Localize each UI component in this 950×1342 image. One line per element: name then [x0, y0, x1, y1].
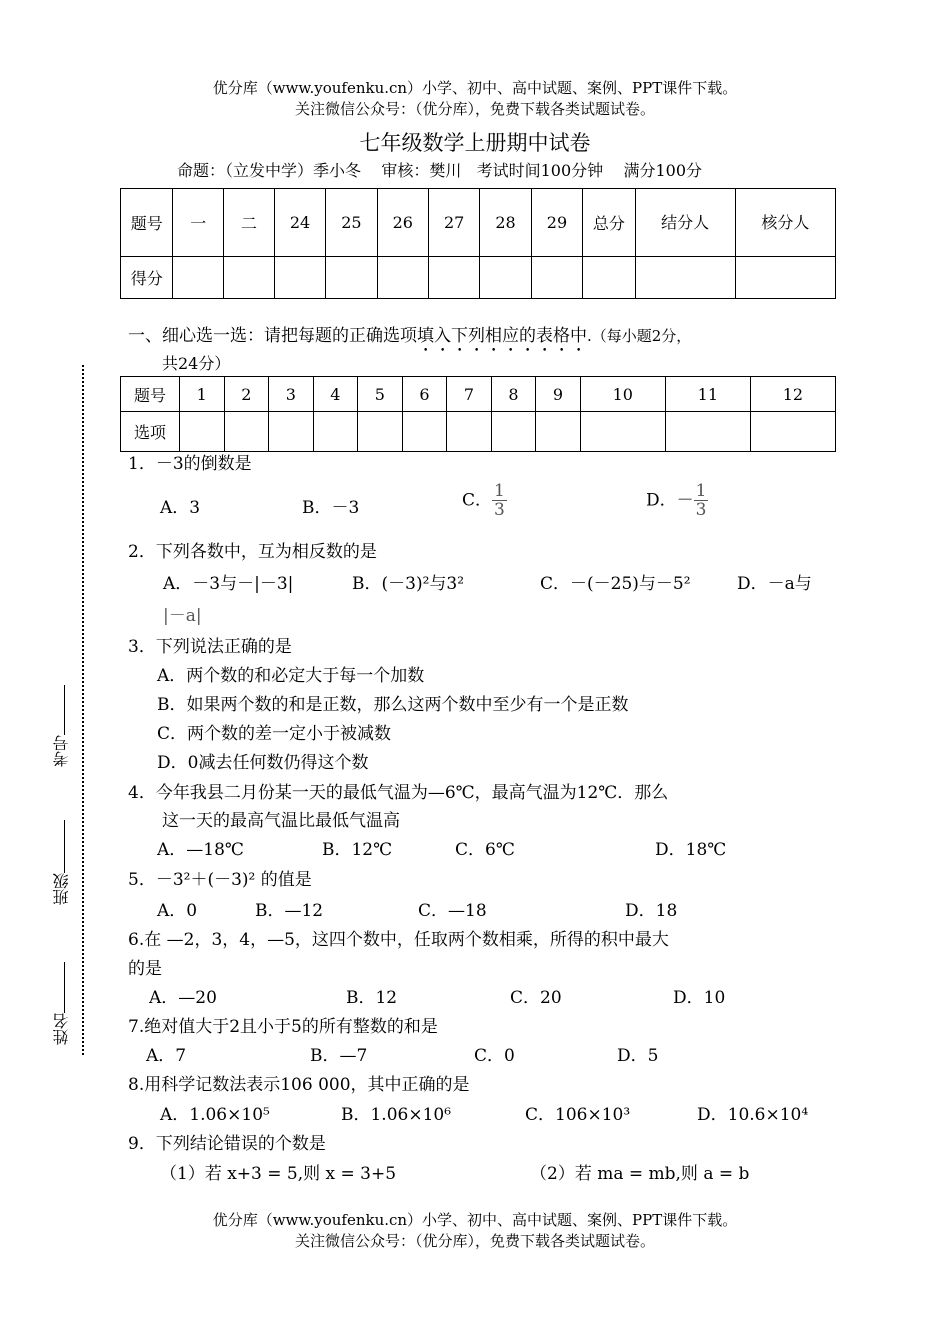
- section-1-points: 共24分）: [162, 354, 231, 373]
- answer-header-cell: 5: [358, 377, 403, 412]
- q8-option-c[interactable]: C．106×10³: [525, 1105, 631, 1125]
- q1-option-a[interactable]: A．3: [160, 498, 201, 518]
- q2-option-c[interactable]: C．－(－25)与－5²: [540, 574, 691, 594]
- answer-cell[interactable]: [536, 412, 581, 452]
- q7-option-c[interactable]: C．0: [474, 1046, 515, 1066]
- answer-header-cell: 2: [224, 377, 269, 412]
- score-table: [120, 188, 836, 299]
- answer-cell[interactable]: [750, 412, 835, 452]
- score-cell[interactable]: [274, 257, 325, 299]
- q2-option-d-cont: |－a|: [163, 606, 202, 626]
- q4-option-d[interactable]: D．18℃: [655, 840, 727, 860]
- q6-option-c[interactable]: C．20: [510, 988, 562, 1008]
- question-3-stem: 3．下列说法正确的是: [128, 637, 292, 657]
- q4-option-b[interactable]: B．12℃: [322, 840, 393, 860]
- class-label: 班级: [52, 873, 71, 905]
- answer-cell[interactable]: [491, 412, 536, 452]
- answer-header-cell: 4: [313, 377, 358, 412]
- answer-header-cell: 题号: [121, 377, 180, 412]
- score-header-cell: 一: [173, 189, 224, 257]
- q4-option-c[interactable]: C．6℃: [455, 840, 515, 860]
- score-cell[interactable]: [326, 257, 377, 299]
- score-header-cell: 题号: [121, 189, 173, 257]
- score-cell[interactable]: [583, 257, 635, 299]
- question-4-stem: 4．今年我县二月份某一天的最低气温为—6℃，最高气温为12℃．那么: [128, 783, 669, 803]
- score-cell[interactable]: [531, 257, 582, 299]
- score-row-label: 得分: [121, 257, 173, 299]
- answer-header-cell: 10: [580, 377, 665, 412]
- q8-option-b[interactable]: B．1.06×10⁶: [341, 1105, 452, 1125]
- header-line-1: 优分库（www.youfenku.cn）小学、初中、高中试题、案例、PPT课件下载。: [212, 79, 738, 97]
- q2-option-d[interactable]: D．－a与: [737, 574, 812, 594]
- score-cell[interactable]: [735, 257, 835, 299]
- answer-cell[interactable]: [580, 412, 665, 452]
- student-info-sidebar: [40, 680, 80, 1080]
- answer-row-label: 选项: [121, 412, 180, 452]
- exam-number-label: 考号: [52, 735, 71, 767]
- section-1-heading: 一、细心选一选：请把每题的正确选项填入下列相应的表格中.（每小题2分，: [128, 326, 692, 346]
- score-header-cell: 29: [531, 189, 582, 257]
- q5-option-c[interactable]: C．—18: [418, 901, 487, 921]
- q3-option-b[interactable]: B．如果两个数的和是正数，那么这两个数中至少有一个是正数: [157, 695, 629, 715]
- score-cell[interactable]: [377, 257, 428, 299]
- emphasis-text: 填入下列相应的表格中: [417, 326, 587, 346]
- answer-table: [120, 376, 836, 452]
- q6-option-b[interactable]: B．12: [346, 988, 398, 1008]
- question-6-stem-cont: 的是: [128, 959, 162, 979]
- q5-option-a[interactable]: A．0: [157, 901, 198, 921]
- answer-header-cell: 7: [447, 377, 492, 412]
- q7-option-a[interactable]: A．7: [146, 1046, 187, 1066]
- q3-option-a[interactable]: A．两个数的和必定大于每一个加数: [157, 666, 425, 686]
- answer-header-cell: 3: [269, 377, 314, 412]
- q3-option-d[interactable]: D．0减去任何数仍得这个数: [157, 753, 369, 773]
- name-field[interactable]: [64, 962, 65, 1013]
- q9-statement-2: （2）若 ma = mb,则 a = b: [530, 1164, 750, 1184]
- class-field[interactable]: [64, 820, 65, 873]
- score-cell[interactable]: [224, 257, 275, 299]
- q7-option-d[interactable]: D．5: [617, 1046, 659, 1066]
- q4-option-a[interactable]: A．—18℃: [157, 840, 244, 860]
- question-4-stem-cont: 这一天的最高气温比最低气温高: [162, 811, 400, 831]
- binding-line: [82, 365, 84, 1055]
- page-title: 七年级数学上册期中试卷: [359, 131, 591, 155]
- answer-header-cell: 8: [491, 377, 536, 412]
- q6-option-d[interactable]: D．10: [673, 988, 726, 1008]
- question-8-stem: 8.用科学记数法表示106 000，其中正确的是: [128, 1075, 470, 1095]
- q8-option-a[interactable]: A．1.06×10⁵: [160, 1105, 270, 1125]
- answer-header-cell: 12: [750, 377, 835, 412]
- score-cell[interactable]: [480, 257, 531, 299]
- question-2-stem: 2．下列各数中，互为相反数的是: [128, 542, 377, 562]
- answer-cell[interactable]: [402, 412, 447, 452]
- score-header-cell: 25: [326, 189, 377, 257]
- question-1-stem: 1．－3的倒数是: [128, 454, 252, 474]
- question-5-stem: 5．－3²＋(－3)² 的值是: [128, 870, 312, 890]
- q3-option-c[interactable]: C．两个数的差一定小于被减数: [157, 724, 392, 744]
- answer-header-cell: 9: [536, 377, 581, 412]
- fraction: $\frac{1}{3}$: [695, 481, 707, 520]
- score-header-cell: 总分: [583, 189, 635, 257]
- score-header-cell: 27: [428, 189, 479, 257]
- answer-header-cell: 1: [180, 377, 225, 412]
- header-line-2: 关注微信公众号：（优分库），免费下载各类试题试卷。: [294, 100, 655, 118]
- fraction: $\frac{1}{3}$: [494, 481, 505, 520]
- answer-cell[interactable]: [180, 412, 225, 452]
- score-header-cell: 核分人: [735, 189, 835, 257]
- answer-cell[interactable]: [313, 412, 358, 452]
- question-9-stem: 9．下列结论错误的个数是: [128, 1134, 326, 1154]
- q2-option-a[interactable]: A．－3与－|－3|: [163, 574, 294, 594]
- q5-option-b[interactable]: B．—12: [255, 901, 324, 921]
- score-header-cell: 24: [274, 189, 325, 257]
- q5-option-d[interactable]: D．18: [625, 901, 678, 921]
- score-header-cell: 26: [377, 189, 428, 257]
- q9-statement-1: （1）若 x+3 = 5,则 x = 3+5: [160, 1164, 397, 1184]
- q1-option-c[interactable]: C． $\frac{1}{3}$: [462, 481, 505, 520]
- answer-cell[interactable]: [224, 412, 269, 452]
- exam-info: 命题：（立发中学）季小冬 审核：樊川 考试时间100分钟 满分100分: [177, 161, 703, 180]
- footer-line-1: 优分库（www.youfenku.cn）小学、初中、高中试题、案例、PPT课件下载。: [212, 1211, 738, 1229]
- footer-line-2: 关注微信公众号：（优分库），免费下载各类试题试卷。: [294, 1232, 655, 1250]
- name-label: 姓名: [52, 1013, 71, 1045]
- score-cell[interactable]: [428, 257, 479, 299]
- score-cell[interactable]: [173, 257, 224, 299]
- answer-header-cell: 6: [402, 377, 447, 412]
- score-header-cell: 28: [480, 189, 531, 257]
- score-header-cell: 二: [224, 189, 275, 257]
- q7-option-b[interactable]: B．—7: [310, 1046, 368, 1066]
- answer-cell[interactable]: [665, 412, 750, 452]
- exam-number-field[interactable]: [64, 685, 65, 735]
- score-header-cell: 结分人: [635, 189, 735, 257]
- question-7-stem: 7.绝对值大于2且小于5的所有整数的和是: [128, 1017, 438, 1037]
- q2-option-b[interactable]: B．(－3)²与3²: [352, 574, 465, 594]
- score-cell[interactable]: [635, 257, 735, 299]
- q1-option-b[interactable]: B．－3: [302, 498, 360, 518]
- q1-option-d[interactable]: D．－ $\frac{1}{3}$: [646, 481, 707, 520]
- q8-option-d[interactable]: D．10.6×10⁴: [697, 1105, 809, 1125]
- answer-cell[interactable]: [358, 412, 403, 452]
- question-6-stem: 6.在 —2，3，4，—5，这四个数中，任取两个数相乘，所得的积中最大: [128, 930, 669, 950]
- answer-cell[interactable]: [447, 412, 492, 452]
- answer-cell[interactable]: [269, 412, 314, 452]
- answer-header-cell: 11: [665, 377, 750, 412]
- q6-option-a[interactable]: A．—20: [149, 988, 217, 1008]
